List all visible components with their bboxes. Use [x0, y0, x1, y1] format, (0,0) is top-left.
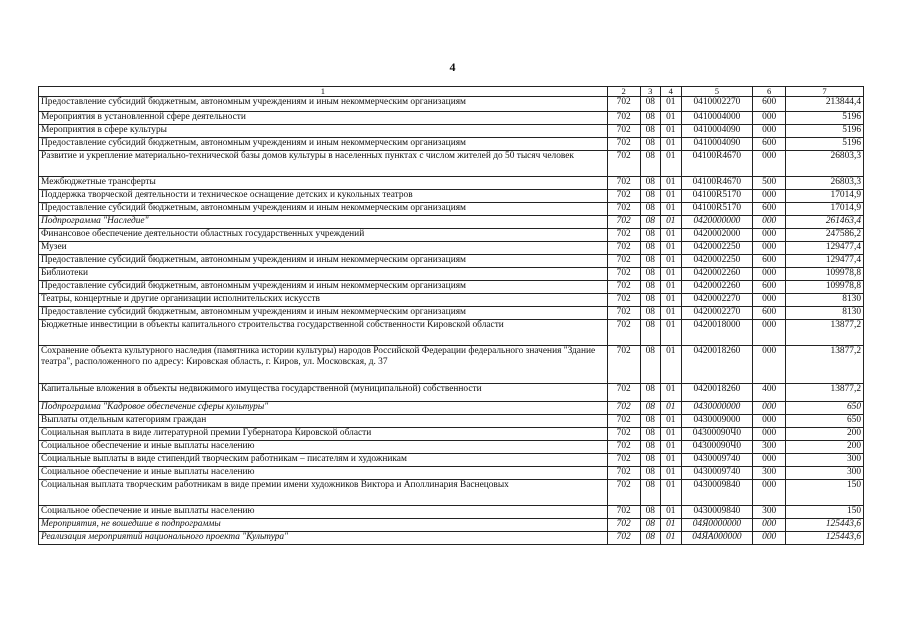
target-article-cell: 0420018260: [681, 346, 753, 384]
subsection-code-cell: 01: [661, 268, 681, 281]
expense-name-cell: Предоставление субсидий бюджетным, автономным учреждениям и иным некоммерческим организациям: [39, 307, 608, 320]
ministry-code-cell: 702: [607, 519, 640, 532]
expense-name-cell: Бюджетные инвестиции в объекты капитального строительства государственной собственности Кировской области: [39, 320, 608, 346]
section-code-cell: 08: [640, 112, 660, 125]
section-code-cell: 08: [640, 281, 660, 294]
header-cell: 6: [753, 87, 786, 97]
expense-type-cell: 600: [753, 307, 786, 320]
expense-name-cell: Подпрограмма "Наследие": [39, 216, 608, 229]
amount-cell: 200: [786, 428, 864, 441]
table-row: [39, 281, 864, 294]
section-code-cell: 08: [640, 519, 660, 532]
expense-name-cell: Социальная выплата в виде литературной премии Губернатора Кировской области: [39, 428, 608, 441]
section-code-cell: 08: [640, 402, 660, 415]
table-row: [39, 97, 864, 112]
amount-cell: 109978,8: [786, 268, 864, 281]
expense-type-cell: 500: [753, 177, 786, 190]
amount-cell: 213844,4: [786, 97, 864, 112]
expense-name-cell: Капитальные вложения в объекты недвижимого имущества государственной (муниципальной) собственности: [39, 384, 608, 402]
target-article-cell: 04100R4670: [681, 177, 753, 190]
section-code-cell: 08: [640, 441, 660, 454]
table-row: [39, 428, 864, 441]
ministry-code-cell: 702: [607, 402, 640, 415]
subsection-code-cell: 01: [661, 229, 681, 242]
amount-cell: 26803,3: [786, 151, 864, 177]
target-article-cell: 0420018260: [681, 384, 753, 402]
table-row: [39, 125, 864, 138]
section-code-cell: 08: [640, 346, 660, 384]
expense-name-cell: Предоставление субсидий бюджетным, автономным учреждениям и иным некоммерческим организациям: [39, 203, 608, 216]
subsection-code-cell: 01: [661, 307, 681, 320]
header-cell: 5: [681, 87, 753, 97]
table-row: [39, 415, 864, 428]
target-article-cell: 0430000000: [681, 402, 753, 415]
expense-type-cell: 000: [753, 242, 786, 255]
amount-cell: 200: [786, 441, 864, 454]
table-row: [39, 294, 864, 307]
subsection-code-cell: 01: [661, 467, 681, 480]
table-row: [39, 467, 864, 480]
expense-type-cell: 000: [753, 415, 786, 428]
table-row: [39, 506, 864, 519]
expense-type-cell: 400: [753, 384, 786, 402]
ministry-code-cell: 702: [607, 346, 640, 384]
table-header-row: [39, 87, 864, 97]
target-article-cell: 0420000000: [681, 216, 753, 229]
target-article-cell: 0420002270: [681, 294, 753, 307]
expense-type-cell: 000: [753, 454, 786, 467]
expense-name-cell: Реализация мероприятий национального проекта "Культура": [39, 532, 608, 545]
amount-cell: 300: [786, 467, 864, 480]
amount-cell: 261463,4: [786, 216, 864, 229]
ministry-code-cell: 702: [607, 242, 640, 255]
subsection-code-cell: 01: [661, 242, 681, 255]
ministry-code-cell: 702: [607, 454, 640, 467]
expense-name-cell: Социальная выплата творческим работникам в виде премии имени художников Виктора и Аполлинария Васнецовых: [39, 480, 608, 506]
ministry-code-cell: 702: [607, 307, 640, 320]
expense-type-cell: 300: [753, 441, 786, 454]
expense-type-cell: 600: [753, 255, 786, 268]
section-code-cell: 08: [640, 151, 660, 177]
target-article-cell: 0430009740: [681, 454, 753, 467]
section-code-cell: 08: [640, 255, 660, 268]
amount-cell: 300: [786, 454, 864, 467]
subsection-code-cell: 01: [661, 454, 681, 467]
expense-type-cell: 000: [753, 112, 786, 125]
table-row: [39, 320, 864, 346]
expense-type-cell: 000: [753, 151, 786, 177]
subsection-code-cell: 01: [661, 532, 681, 545]
section-code-cell: 08: [640, 294, 660, 307]
expense-type-cell: 300: [753, 467, 786, 480]
section-code-cell: 08: [640, 229, 660, 242]
amount-cell: 125443,6: [786, 532, 864, 545]
table-row: [39, 190, 864, 203]
amount-cell: 129477,4: [786, 255, 864, 268]
section-code-cell: 08: [640, 268, 660, 281]
subsection-code-cell: 01: [661, 506, 681, 519]
section-code-cell: 08: [640, 216, 660, 229]
ministry-code-cell: 702: [607, 532, 640, 545]
subsection-code-cell: 01: [661, 441, 681, 454]
amount-cell: 13877,2: [786, 346, 864, 384]
table-row: [39, 151, 864, 177]
subsection-code-cell: 01: [661, 97, 681, 112]
target-article-cell: 04ЯА000000: [681, 532, 753, 545]
table-row: [39, 532, 864, 545]
ministry-code-cell: 702: [607, 125, 640, 138]
table-row: [39, 268, 864, 281]
expense-name-cell: Поддержка творческой деятельности и техническое оснащение детских и кукольных театров: [39, 190, 608, 203]
section-code-cell: 08: [640, 190, 660, 203]
ministry-code-cell: 702: [607, 177, 640, 190]
target-article-cell: 0430009740: [681, 467, 753, 480]
section-code-cell: 08: [640, 467, 660, 480]
table-row: [39, 402, 864, 415]
header-cell: 2: [607, 87, 640, 97]
ministry-code-cell: 702: [607, 281, 640, 294]
expense-name-cell: Межбюджетные трансферты: [39, 177, 608, 190]
budget-table: [38, 86, 864, 545]
ministry-code-cell: 702: [607, 441, 640, 454]
ministry-code-cell: 702: [607, 294, 640, 307]
expense-name-cell: Социальное обеспечение и иные выплаты населению: [39, 467, 608, 480]
amount-cell: 26803,3: [786, 177, 864, 190]
expense-name-cell: Предоставление субсидий бюджетным, автономным учреждениям и иным некоммерческим организациям: [39, 138, 608, 151]
table-row: [39, 242, 864, 255]
subsection-code-cell: 01: [661, 294, 681, 307]
expense-name-cell: Мероприятия в установленной сфере деятельности: [39, 112, 608, 125]
section-code-cell: 08: [640, 320, 660, 346]
expense-name-cell: Выплаты отдельным категориям граждан: [39, 415, 608, 428]
amount-cell: 150: [786, 506, 864, 519]
ministry-code-cell: 702: [607, 216, 640, 229]
expense-type-cell: 000: [753, 519, 786, 532]
expense-type-cell: 600: [753, 97, 786, 112]
expense-type-cell: 000: [753, 190, 786, 203]
expense-type-cell: 000: [753, 320, 786, 346]
section-code-cell: 08: [640, 203, 660, 216]
table-row: [39, 203, 864, 216]
amount-cell: 247586,2: [786, 229, 864, 242]
expense-type-cell: 000: [753, 402, 786, 415]
amount-cell: 650: [786, 402, 864, 415]
target-article-cell: 04100R4670: [681, 151, 753, 177]
target-article-cell: 04300090Ч0: [681, 428, 753, 441]
amount-cell: 13877,2: [786, 384, 864, 402]
amount-cell: 8130: [786, 307, 864, 320]
expense-name-cell: Сохранение объекта культурного наследия (памятника истории культуры) народов Российской Федерации федерального значения "Здание театра", расположенного по адресу: Кировская область, г. Киров, ул. Московская, д. 37: [39, 346, 608, 384]
expense-name-cell: Подпрограмма "Кадровое обеспечение сферы культуры": [39, 402, 608, 415]
table-body: [39, 97, 864, 545]
table-row: [39, 216, 864, 229]
table-row: [39, 454, 864, 467]
expense-name-cell: Развитие и укрепление материально-технической базы домов культуры в населенных пунктах с числом жителей до 50 тысяч человек: [39, 151, 608, 177]
amount-cell: 129477,4: [786, 242, 864, 255]
target-article-cell: 0420002260: [681, 281, 753, 294]
target-article-cell: 04100R5170: [681, 190, 753, 203]
section-code-cell: 08: [640, 242, 660, 255]
section-code-cell: 08: [640, 177, 660, 190]
expense-name-cell: Библиотеки: [39, 268, 608, 281]
expense-name-cell: Театры, концертные и другие организации исполнительских искусств: [39, 294, 608, 307]
header-cell: 3: [640, 87, 660, 97]
amount-cell: 8130: [786, 294, 864, 307]
table-row: [39, 384, 864, 402]
ministry-code-cell: 702: [607, 415, 640, 428]
subsection-code-cell: 01: [661, 281, 681, 294]
expense-type-cell: 600: [753, 203, 786, 216]
expense-type-cell: 000: [753, 294, 786, 307]
subsection-code-cell: 01: [661, 428, 681, 441]
amount-cell: 5196: [786, 112, 864, 125]
expense-name-cell: Мероприятия в сфере культуры: [39, 125, 608, 138]
expense-name-cell: Музеи: [39, 242, 608, 255]
expense-name-cell: Финансовое обеспечение деятельности областных государственных учреждений: [39, 229, 608, 242]
section-code-cell: 08: [640, 307, 660, 320]
table-row: [39, 112, 864, 125]
section-code-cell: 08: [640, 454, 660, 467]
target-article-cell: 0410004000: [681, 112, 753, 125]
section-code-cell: 08: [640, 415, 660, 428]
target-article-cell: 0410002270: [681, 97, 753, 112]
ministry-code-cell: 702: [607, 428, 640, 441]
target-article-cell: 04Я0000000: [681, 519, 753, 532]
amount-cell: 650: [786, 415, 864, 428]
section-code-cell: 08: [640, 532, 660, 545]
target-article-cell: 0430009840: [681, 506, 753, 519]
target-article-cell: 0420002000: [681, 229, 753, 242]
section-code-cell: 08: [640, 480, 660, 506]
table-row: [39, 480, 864, 506]
ministry-code-cell: 702: [607, 190, 640, 203]
expense-name-cell: Предоставление субсидий бюджетным, автономным учреждениям и иным некоммерческим организациям: [39, 97, 608, 112]
amount-cell: 13877,2: [786, 320, 864, 346]
ministry-code-cell: 702: [607, 268, 640, 281]
target-article-cell: 0420018000: [681, 320, 753, 346]
table-row: [39, 519, 864, 532]
target-article-cell: 0430009840: [681, 480, 753, 506]
section-code-cell: 08: [640, 125, 660, 138]
subsection-code-cell: 01: [661, 346, 681, 384]
ministry-code-cell: 702: [607, 229, 640, 242]
amount-cell: 109978,8: [786, 281, 864, 294]
expense-type-cell: 000: [753, 268, 786, 281]
target-article-cell: 04100R5170: [681, 203, 753, 216]
header-cell: 1: [39, 87, 608, 97]
expense-type-cell: 600: [753, 281, 786, 294]
expense-name-cell: Предоставление субсидий бюджетным, автономным учреждениям и иным некоммерческим организациям: [39, 281, 608, 294]
expense-type-cell: 000: [753, 532, 786, 545]
expense-name-cell: Социальное обеспечение и иные выплаты населению: [39, 441, 608, 454]
table-row: [39, 229, 864, 242]
amount-cell: 125443,6: [786, 519, 864, 532]
target-article-cell: 0410004090: [681, 138, 753, 151]
target-article-cell: 04300090Ч0: [681, 441, 753, 454]
subsection-code-cell: 01: [661, 415, 681, 428]
expense-type-cell: 600: [753, 138, 786, 151]
expense-type-cell: 300: [753, 506, 786, 519]
expense-name-cell: Предоставление субсидий бюджетным, автономным учреждениям и иным некоммерческим организациям: [39, 255, 608, 268]
ministry-code-cell: 702: [607, 320, 640, 346]
ministry-code-cell: 702: [607, 112, 640, 125]
section-code-cell: 08: [640, 384, 660, 402]
target-article-cell: 0410004090: [681, 125, 753, 138]
expense-name-cell: Социальные выплаты в виде стипендий творческим работникам – писателям и художникам: [39, 454, 608, 467]
amount-cell: 5196: [786, 138, 864, 151]
subsection-code-cell: 01: [661, 112, 681, 125]
section-code-cell: 08: [640, 97, 660, 112]
expense-type-cell: 000: [753, 346, 786, 384]
target-article-cell: 0430009000: [681, 415, 753, 428]
ministry-code-cell: 702: [607, 467, 640, 480]
target-article-cell: 0420002270: [681, 307, 753, 320]
header-cell: 7: [786, 87, 864, 97]
section-code-cell: 08: [640, 506, 660, 519]
amount-cell: 17014,9: [786, 190, 864, 203]
section-code-cell: 08: [640, 138, 660, 151]
table-row: [39, 441, 864, 454]
subsection-code-cell: 01: [661, 138, 681, 151]
ministry-code-cell: 702: [607, 255, 640, 268]
expense-name-cell: Мероприятия, не вошедшие в подпрограммы: [39, 519, 608, 532]
table-row: [39, 138, 864, 151]
subsection-code-cell: 01: [661, 480, 681, 506]
amount-cell: 5196: [786, 125, 864, 138]
ministry-code-cell: 702: [607, 138, 640, 151]
subsection-code-cell: 01: [661, 216, 681, 229]
expense-type-cell: 000: [753, 480, 786, 506]
table-row: [39, 307, 864, 320]
table-row: [39, 255, 864, 268]
target-article-cell: 0420002250: [681, 242, 753, 255]
header-cell: 4: [661, 87, 681, 97]
subsection-code-cell: 01: [661, 255, 681, 268]
amount-cell: 17014,9: [786, 203, 864, 216]
ministry-code-cell: 702: [607, 480, 640, 506]
ministry-code-cell: 702: [607, 384, 640, 402]
expense-type-cell: 000: [753, 125, 786, 138]
target-article-cell: 0420002260: [681, 268, 753, 281]
ministry-code-cell: 702: [607, 97, 640, 112]
page-number: 4: [449, 60, 456, 74]
amount-cell: 150: [786, 480, 864, 506]
target-article-cell: 0420002250: [681, 255, 753, 268]
expense-type-cell: 000: [753, 428, 786, 441]
subsection-code-cell: 01: [661, 320, 681, 346]
ministry-code-cell: 702: [607, 506, 640, 519]
subsection-code-cell: 01: [661, 203, 681, 216]
table-row: [39, 346, 864, 384]
subsection-code-cell: 01: [661, 190, 681, 203]
expense-type-cell: 000: [753, 216, 786, 229]
subsection-code-cell: 01: [661, 177, 681, 190]
subsection-code-cell: 01: [661, 519, 681, 532]
subsection-code-cell: 01: [661, 402, 681, 415]
section-code-cell: 08: [640, 428, 660, 441]
expense-name-cell: Социальное обеспечение и иные выплаты населению: [39, 506, 608, 519]
subsection-code-cell: 01: [661, 151, 681, 177]
subsection-code-cell: 01: [661, 125, 681, 138]
table-row: [39, 177, 864, 190]
ministry-code-cell: 702: [607, 151, 640, 177]
ministry-code-cell: 702: [607, 203, 640, 216]
subsection-code-cell: 01: [661, 384, 681, 402]
expense-type-cell: 000: [753, 229, 786, 242]
